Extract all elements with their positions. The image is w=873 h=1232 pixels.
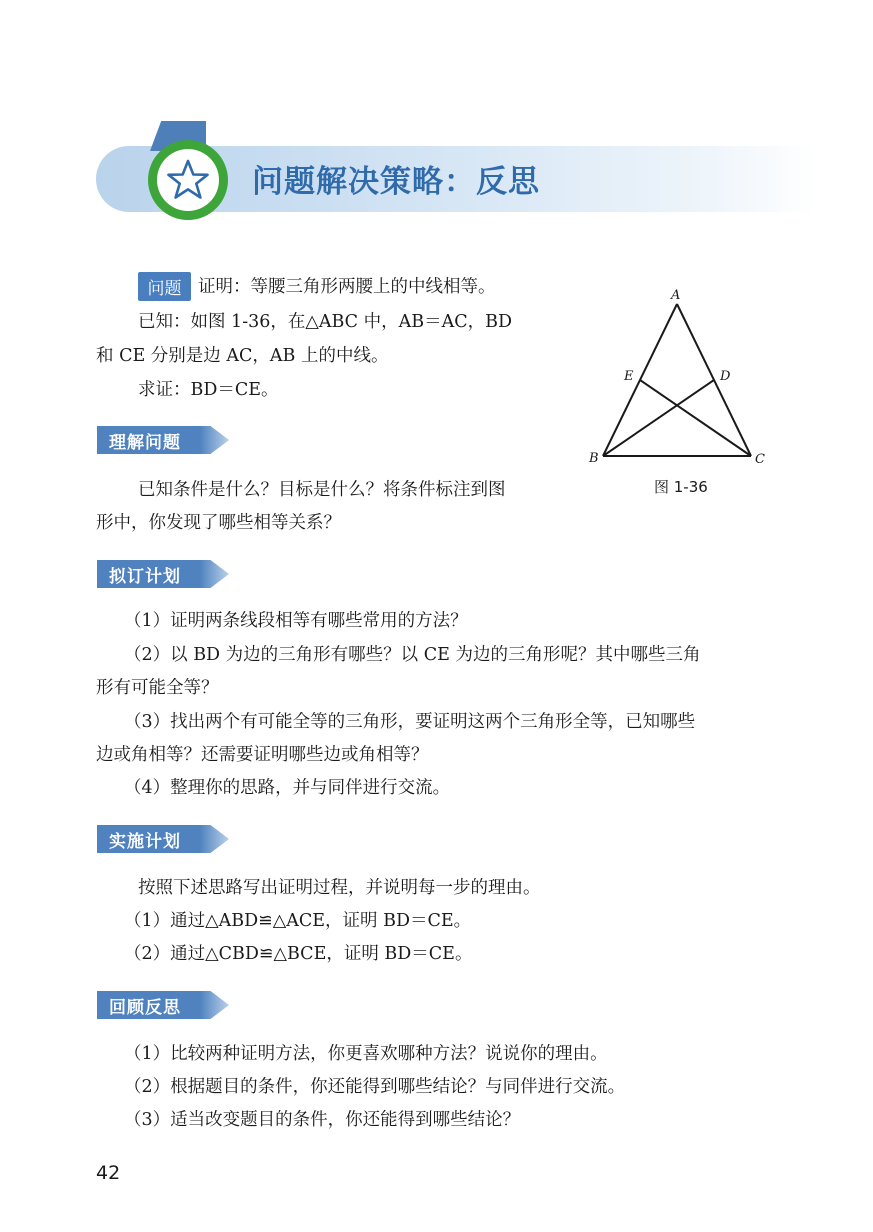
- point-label-a: A: [671, 288, 681, 303]
- star-icon: [157, 149, 219, 211]
- plan-item-3-line-2: 边或角相等？还需要证明哪些边或角相等？: [96, 745, 429, 765]
- plan-item-4: （4）整理你的思路，并与同伴进行交流。: [124, 778, 451, 798]
- page-title: 问题解决策略：反思: [252, 164, 540, 200]
- point-label-b: B: [589, 451, 599, 466]
- point-label-d: D: [720, 369, 731, 384]
- plan-item-2-line-1: （2）以 BD 为边的三角形有哪些？以 CE 为边的三角形呢？其中哪些三角: [124, 645, 701, 665]
- segment-ce: [640, 380, 751, 456]
- review-item-3: （3）适当改变题目的条件，你还能得到哪些结论？: [124, 1110, 521, 1130]
- review-item-2: （2）根据题目的条件，你还能得到哪些结论？与同伴进行交流。: [124, 1077, 626, 1097]
- section-plan-header: [97, 560, 229, 588]
- prove-statement: 求证：BD＝CE。: [138, 380, 279, 400]
- triangle-figure: [580, 282, 780, 472]
- section-understand-header: [97, 426, 229, 454]
- review-item-1: （1）比较两种证明方法，你更喜欢哪种方法？说说你的理由。: [124, 1044, 608, 1064]
- plan-item-2-line-2: 形有可能全等？: [96, 678, 219, 698]
- segment-bd: [603, 380, 714, 456]
- section-plan-title: 拟订计划: [109, 567, 181, 587]
- section-carry-out-title: 实施计划: [109, 832, 181, 852]
- understand-line-2: 形中，你发现了哪些相等关系？: [96, 513, 341, 533]
- section-review-title: 回顾反思: [109, 998, 181, 1018]
- section-understand-title: 理解问题: [109, 433, 181, 453]
- problem-label: 问题: [138, 272, 191, 301]
- point-label-e: E: [624, 369, 634, 384]
- carry-out-intro: 按照下述思路写出证明过程，并说明每一步的理由。: [138, 878, 541, 898]
- problem-statement: 证明：等腰三角形两腰上的中线相等。: [198, 277, 496, 297]
- section-carry-out-header: [97, 825, 229, 853]
- section-review-header: [97, 991, 229, 1019]
- page-number: 42: [96, 1162, 121, 1184]
- given-line-1: 已知：如图 1-36，在△ABC 中，AB＝AC，BD: [138, 312, 513, 332]
- carry-out-item-1: （1）通过△ABD≌△ACE，证明 BD＝CE。: [124, 911, 472, 931]
- understand-line-1: 已知条件是什么？目标是什么？将条件标注到图: [138, 480, 506, 500]
- carry-out-item-2: （2）通过△CBD≌△BCE，证明 BD＝CE。: [124, 944, 473, 964]
- plan-item-1: （1）证明两条线段相等有哪些常用的方法？: [124, 611, 468, 631]
- given-line-2: 和 CE 分别是边 AC，AB 上的中线。: [96, 346, 389, 366]
- point-label-c: C: [755, 452, 765, 467]
- figure-caption: 图 1-36: [654, 478, 708, 496]
- plan-item-3-line-1: （3）找出两个有可能全等的三角形，要证明这两个三角形全等，已知哪些: [124, 712, 696, 732]
